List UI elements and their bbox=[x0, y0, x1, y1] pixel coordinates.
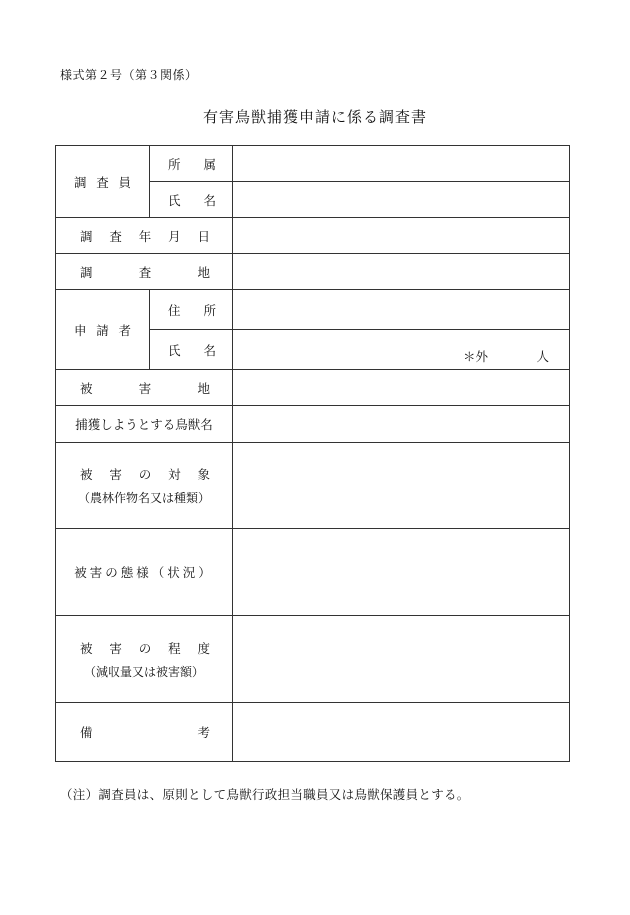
damage-degree-label bbox=[56, 616, 233, 703]
label-char: 所 bbox=[168, 156, 181, 172]
affiliation-field[interactable] bbox=[233, 146, 570, 182]
damage-location-field[interactable] bbox=[233, 370, 570, 406]
label-char: 所 bbox=[203, 302, 216, 318]
survey-location-field[interactable] bbox=[233, 254, 570, 290]
investigator-name-label bbox=[150, 182, 233, 218]
label-char: 名 bbox=[203, 192, 216, 208]
row-damage-mode bbox=[56, 529, 570, 616]
label-char: 被 bbox=[80, 640, 93, 656]
foreign-count-note bbox=[463, 347, 549, 365]
damage-mode-label: 被害の態様（状況） bbox=[56, 529, 233, 616]
applicant-name-field[interactable] bbox=[233, 330, 570, 370]
label-char: 名 bbox=[203, 342, 216, 358]
label-char: 査 bbox=[109, 228, 122, 244]
applicant-address-field[interactable] bbox=[233, 290, 570, 330]
label-char: 調 bbox=[74, 174, 87, 190]
label-char: 月 bbox=[168, 228, 181, 244]
label-char: 象 bbox=[197, 467, 210, 482]
applicant-address-label bbox=[150, 290, 233, 330]
damage-mode-field[interactable] bbox=[233, 529, 570, 616]
label-char: 属 bbox=[203, 156, 216, 172]
row-damage-degree bbox=[56, 616, 570, 703]
label-char: 調 bbox=[80, 264, 93, 280]
remarks-field[interactable] bbox=[233, 703, 570, 762]
label-char: 地 bbox=[197, 264, 210, 280]
label-char: 対 bbox=[168, 467, 181, 482]
label-char: 備 bbox=[80, 725, 93, 740]
row-damage-location bbox=[56, 370, 570, 406]
row-damage-target bbox=[56, 443, 570, 529]
damage-target-field[interactable] bbox=[233, 443, 570, 529]
applicant-label bbox=[56, 290, 150, 370]
row-survey-location bbox=[56, 254, 570, 290]
label-char: 調 bbox=[80, 228, 93, 244]
form-number: 様式第２号（第３関係） bbox=[60, 68, 198, 82]
row-applicant-address bbox=[56, 290, 570, 330]
survey-date-field[interactable] bbox=[233, 218, 570, 254]
label-char: 地 bbox=[197, 380, 210, 396]
label-char: 害 bbox=[109, 467, 122, 482]
survey-date-label bbox=[56, 218, 233, 254]
label-char: 年 bbox=[138, 228, 152, 244]
label-char: 査 bbox=[96, 174, 109, 190]
label-char: 人 bbox=[536, 349, 549, 364]
survey-form-table bbox=[55, 145, 570, 762]
damage-target-sub: （農林作物名又は種類） bbox=[77, 491, 210, 505]
label-char: 査 bbox=[138, 264, 152, 280]
label-char: 氏 bbox=[168, 342, 181, 358]
label-char: 度 bbox=[197, 640, 210, 656]
footnote: （注）調査員は、原則として鳥獣行政担当職員又は鳥獣保護員とする。 bbox=[60, 787, 470, 802]
label-char: 者 bbox=[118, 322, 131, 338]
label-char: 被 bbox=[80, 380, 93, 396]
target-animal-label: 捕獲しようとする鳥獣名 bbox=[56, 406, 233, 443]
label-char: 被 bbox=[80, 467, 93, 482]
label-char: 考 bbox=[197, 725, 210, 740]
applicant-name-label bbox=[150, 330, 233, 370]
row-remarks bbox=[56, 703, 570, 762]
document-title: 有害鳥獣捕獲申請に係る調査書 bbox=[202, 108, 427, 126]
label-char: 日 bbox=[197, 228, 210, 244]
survey-location-label bbox=[56, 254, 233, 290]
damage-target-label bbox=[56, 443, 233, 529]
target-animal-field[interactable] bbox=[233, 406, 570, 443]
label-char: 住 bbox=[168, 302, 181, 318]
row-target-animal bbox=[56, 406, 570, 443]
label-char: 害 bbox=[109, 640, 122, 656]
label-char: 害 bbox=[138, 380, 152, 396]
label-char: 程 bbox=[168, 640, 181, 656]
label-char: 請 bbox=[96, 322, 109, 338]
damage-degree-field[interactable] bbox=[233, 616, 570, 703]
label-char: 申 bbox=[74, 322, 87, 338]
remarks-label bbox=[56, 703, 233, 762]
row-survey-date bbox=[56, 218, 570, 254]
affiliation-label bbox=[150, 146, 233, 182]
row-investigator-affiliation bbox=[56, 146, 570, 182]
label-char: 氏 bbox=[168, 192, 181, 208]
investigator-label bbox=[56, 146, 150, 218]
investigator-name-field[interactable] bbox=[233, 182, 570, 218]
label-char: 員 bbox=[118, 174, 131, 190]
label-char: の bbox=[138, 467, 152, 482]
label-char: の bbox=[138, 640, 152, 656]
damage-location-label bbox=[56, 370, 233, 406]
damage-degree-sub: （減収量又は被害額） bbox=[83, 664, 204, 679]
label-char: ＊外 bbox=[463, 349, 489, 364]
